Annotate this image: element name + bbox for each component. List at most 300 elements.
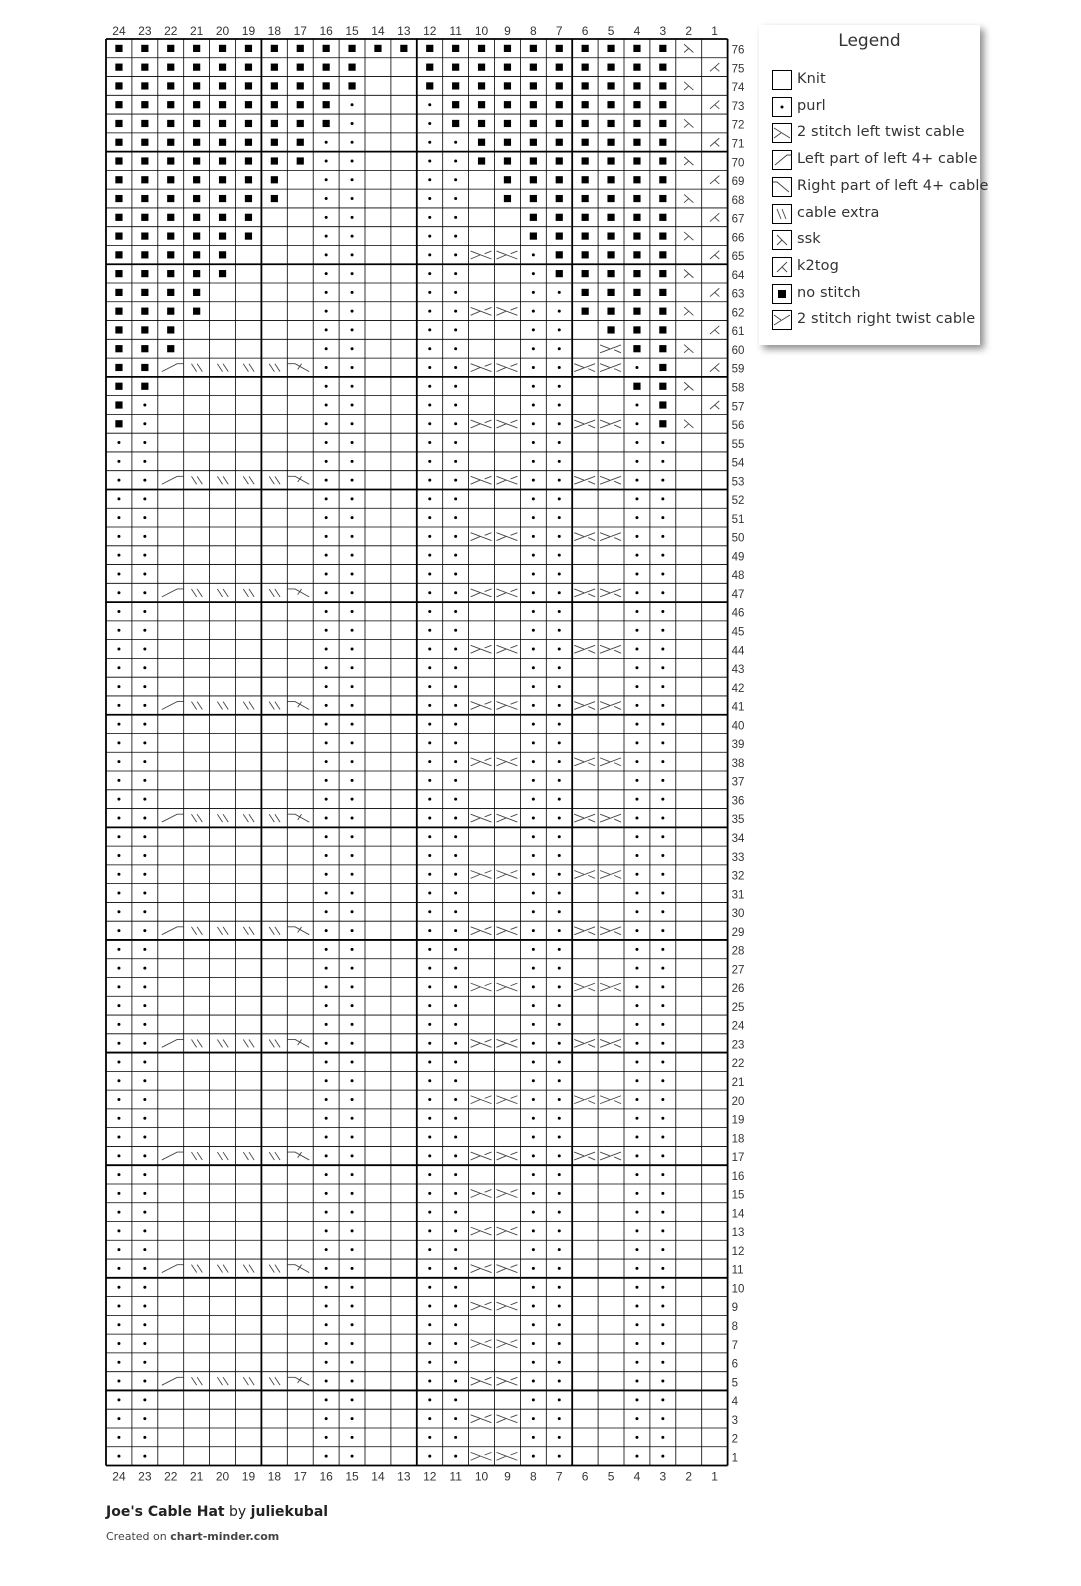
chart-cell [607,308,614,315]
purl-mark [635,404,638,407]
cable-extra-mark [197,1377,202,1385]
chart-cell [454,197,457,200]
row-label: 26 [731,983,745,996]
chart-cell [558,892,561,895]
chart-cell [219,270,226,277]
chart-cell [454,422,457,425]
chart-cell [556,232,563,239]
no-stitch-mark [193,139,200,146]
no-stitch-mark [633,120,640,127]
chart-cell [428,648,431,651]
row-label: 23 [731,1039,745,1052]
chart-cell [117,723,120,726]
purl-mark [558,1361,561,1364]
chart-cell [582,176,589,183]
left4-left-mark [162,1039,184,1047]
chart-cell [325,910,328,913]
no-stitch-mark [633,82,640,89]
chart-cell [217,476,228,484]
no-stitch-mark [530,157,537,164]
row-label: 60 [731,344,745,357]
purl-mark [428,1060,431,1063]
chart-cell [193,289,200,296]
purl-mark [117,816,120,819]
chart-cell [454,910,457,913]
no-stitch-mark [478,120,485,127]
chart-cell [428,216,431,219]
chart-cell [532,328,535,331]
ssk-mark-tick [684,274,689,278]
column-label-top: 5 [607,24,615,38]
purl-mark [454,1136,457,1139]
chart-cell [325,1173,328,1176]
purl-mark [325,610,328,613]
chart-cell [659,101,666,108]
chart-cell [454,1455,457,1458]
purl-mark [635,648,638,651]
chart-cell [600,476,621,484]
chart-cell [325,1304,328,1307]
chart-cell [428,366,431,369]
chart-cell [661,1380,664,1383]
chart-cell [497,476,518,484]
chart-cell [115,289,122,296]
purl-mark [454,497,457,500]
chart-cell [558,347,561,350]
chart-cell [635,572,638,575]
right-twist-mark-under2 [588,650,595,653]
chart-cell [574,814,595,822]
right-twist-mark-under2 [588,706,595,709]
purl-mark [454,1229,457,1232]
chart-cell [351,910,354,913]
cable-extra-mark [217,927,222,935]
no-stitch-mark [245,195,252,202]
column-label-top: 10 [474,24,489,38]
no-stitch-mark [607,232,614,239]
chart-cell [325,1136,328,1139]
purl-mark [532,1398,535,1401]
purl-mark [454,347,457,350]
purl-mark [558,347,561,350]
chart-cell [191,1152,202,1160]
right-twist-mark-under2 [588,538,595,541]
purl-mark [143,1098,146,1101]
chart-cell [243,814,254,822]
no-stitch-mark [115,251,122,258]
chart-cell [558,516,561,519]
chart-cell [530,64,537,71]
row-label: 54 [731,457,745,470]
purl-mark [117,1267,120,1270]
chart-cell [117,1323,120,1326]
chart-cell [661,985,664,988]
purl-mark [325,591,328,594]
purl-mark [325,1173,328,1176]
right-twist-mark-under [600,1096,610,1100]
chart-cell [633,345,640,352]
purl-mark [661,629,664,632]
chart-cell [471,814,492,822]
no-stitch-mark [659,232,666,239]
chart-cell [659,420,666,427]
left-twist-mark-under [471,255,481,259]
no-stitch-mark [607,120,614,127]
purl-mark [635,985,638,988]
purl-mark [143,1267,146,1270]
cable-extra-mark [249,1152,254,1160]
purl-mark [558,1211,561,1214]
chart-cell [428,892,431,895]
chart-cell [428,816,431,819]
chart-cell [191,589,202,597]
purl-mark [532,1154,535,1157]
chart-cell [558,1136,561,1139]
purl-mark [143,704,146,707]
purl-mark [454,1342,457,1345]
right-twist-mark-under [600,364,610,368]
chart-cell [661,1455,664,1458]
purl-mark [351,816,354,819]
chart-cell [558,460,561,463]
no-stitch-square [778,290,786,298]
chart-cell [532,1079,535,1082]
chart-cell [351,1098,354,1101]
no-stitch-mark [245,45,252,52]
left-twist-mark-under [471,1268,481,1272]
chart-cell [245,120,252,127]
chart-cell [659,401,666,408]
chart-cell [351,1455,354,1458]
chart-cell [191,1377,202,1385]
chart-cell [141,289,148,296]
no-stitch-mark [297,45,304,52]
purl-mark [558,460,561,463]
purl-mark [325,216,328,219]
column-label-top: 6 [581,24,589,38]
purl-mark [143,892,146,895]
chart-cell [635,554,638,557]
chart-cell [325,798,328,801]
purl-mark [325,535,328,538]
chart-cell [325,178,328,181]
chart-cell [325,516,328,519]
chart-cell [600,345,621,353]
chart-cell [117,629,120,632]
chart-cell [661,929,664,932]
purl-mark [532,272,535,275]
row-label: 34 [731,832,745,845]
cable-extra-mark [249,1377,254,1385]
no-stitch-mark [141,176,148,183]
purl-mark [454,704,457,707]
left-twist-mark-under2 [511,251,518,254]
purl-mark [532,948,535,951]
column-label-top: 21 [189,24,204,38]
legend-panel [759,25,989,345]
cable-extra-mark [223,476,228,484]
column-label-top: 12 [423,24,437,38]
purl-mark [351,479,354,482]
chart-cell [454,516,457,519]
chart-cell [143,1361,146,1364]
purl-mark [532,985,535,988]
chart-cell [269,702,280,710]
chart-cell [143,1079,146,1082]
left-twist-mark-under2 [511,420,518,423]
chart-cell [167,120,174,127]
chart-cell [684,345,693,353]
chart-cell [532,1286,535,1289]
purl-mark [143,1079,146,1082]
left4-left-mark [162,1265,184,1273]
purl-mark [635,1304,638,1307]
purl-mark [117,1248,120,1251]
chart-cell [351,178,354,181]
left4-right-mark [287,1377,309,1385]
chart-cell [454,704,457,707]
chart-cell [117,1060,120,1063]
purl-mark [117,1436,120,1439]
right-twist-mark-under2 [614,875,621,878]
no-stitch-mark [582,64,589,71]
chart-cell [454,272,457,275]
chart-cell [454,497,457,500]
left-twist-mark-under2 [511,364,518,367]
purl-mark [117,1286,120,1289]
purl-mark [325,291,328,294]
chart-cell [454,610,457,613]
column-label-bottom: 5 [607,1469,615,1484]
purl-mark [428,291,431,294]
chart-cell [287,814,309,822]
chart-cell [454,1380,457,1383]
chart-cell [661,1098,664,1101]
chart-cell [193,139,200,146]
chart-cell [162,702,184,710]
no-stitch-mark [297,101,304,108]
column-label-top: 22 [164,24,178,38]
chart-cell [635,1229,638,1232]
column-label-top: 16 [319,24,333,38]
left-twist-mark-under [471,311,481,315]
purl-mark [661,892,664,895]
right-twist-mark-under [574,533,584,537]
purl-mark [532,497,535,500]
cable-extra-mark [197,1152,202,1160]
chart-cell [454,1342,457,1345]
chart-cell [428,197,431,200]
purl-mark [325,760,328,763]
chart-cell [117,704,120,707]
ssk-mark-tick [684,199,689,203]
purl-mark [454,1117,457,1120]
purl-mark [661,666,664,669]
chart-cell [351,328,354,331]
cable-extra-mark [249,476,254,484]
left-twist-mark-under [497,1193,507,1197]
chart-cell [558,910,561,913]
purl-mark [325,385,328,388]
left-twist-mark-under2 [511,1096,518,1099]
right-twist-mark-under2 [588,988,595,991]
no-stitch-mark [141,64,148,71]
chart-cell [454,366,457,369]
purl-mark [558,1323,561,1326]
row-label: 27 [731,964,745,977]
column-label-bottom: 11 [449,1469,462,1484]
chart-cell [558,985,561,988]
purl-mark [454,253,457,256]
k2tog-mark-tick [715,405,720,409]
purl-mark [325,1304,328,1307]
no-stitch-mark [633,289,640,296]
chart-cell [454,892,457,895]
no-stitch-mark [219,157,226,164]
left-twist-mark-under2 [485,758,492,761]
chart-cell [532,1380,535,1383]
chart-cell [532,572,535,575]
left-twist-mark-under [497,1381,507,1385]
chart-cell [582,195,589,202]
chart-cell [659,45,666,52]
chart-cell [287,476,309,484]
purl-mark [558,1248,561,1251]
cable-extra-mark [275,1265,280,1273]
left-twist-mark-under2 [511,1227,518,1230]
left-twist-mark-under2 [485,251,492,254]
purl-mark [532,1286,535,1289]
purl-mark [558,422,561,425]
chart-cell [661,1248,664,1251]
no-stitch-mark [607,157,614,164]
purl-mark [428,798,431,801]
left-twist-mark-under [497,931,507,935]
no-stitch-mark [659,308,666,315]
purl-mark [351,554,354,557]
row-label: 39 [731,739,745,752]
chart-cell [454,1004,457,1007]
no-stitch-mark [348,64,355,71]
purl-mark [558,1042,561,1045]
chart-cell [143,1436,146,1439]
chart-cell [325,610,328,613]
purl-mark [454,422,457,425]
chart-cell [245,232,252,239]
purl-mark [351,854,354,857]
chart-cell [633,139,640,146]
chart-cell [143,985,146,988]
no-stitch-mark [426,45,433,52]
legend-label: Knit [797,71,826,87]
chart-cell [269,589,280,597]
chart-cell [143,479,146,482]
chart-cell [143,516,146,519]
chart-cell [532,779,535,782]
chart-cell [325,1098,328,1101]
chart-cell [556,120,563,127]
chart-cell [167,176,174,183]
purl-mark [428,479,431,482]
no-stitch-mark [633,383,640,390]
purl-mark [428,629,431,632]
chart-cell [454,629,457,632]
no-stitch-mark [323,45,330,52]
chart-cell [558,1004,561,1007]
no-stitch-mark [219,101,226,108]
no-stitch-mark [556,157,563,164]
chart-cell [351,572,354,575]
chart-cell [530,195,537,202]
purl-mark [428,1361,431,1364]
chart-cell [661,741,664,744]
chart-cell [558,1042,561,1045]
purl-mark [428,873,431,876]
chart-cell [582,308,589,315]
chart-cell [558,1154,561,1157]
purl-mark [351,704,354,707]
purl-mark [351,779,354,782]
no-stitch-mark [556,176,563,183]
left-twist-mark-under [471,874,481,878]
purl-mark [143,760,146,763]
right-twist-mark-under2 [614,1157,621,1160]
purl-mark [428,404,431,407]
row-label: 33 [731,851,745,864]
chart-cell [497,927,518,935]
chart-cell [635,629,638,632]
column-label-top: 3 [659,24,667,38]
purl-mark [532,1323,535,1326]
purl-mark [454,1023,457,1026]
created-site-link[interactable]: chart-minder.com [170,1530,280,1543]
purl-mark [351,216,354,219]
purl-mark [325,347,328,350]
chart-cell [351,1154,354,1157]
chart-cell [428,1004,431,1007]
chart-cell [497,251,518,259]
chart-cell [351,741,354,744]
chart-cell [661,1436,664,1439]
purl-mark [428,347,431,350]
purl-mark [351,103,354,106]
chart-cell [454,1042,457,1045]
purl-mark [635,798,638,801]
row-label: 12 [731,1245,745,1258]
chart-cell [428,253,431,256]
chart-cell [635,666,638,669]
column-label-bottom: 22 [164,1469,178,1484]
no-stitch-mark [607,308,614,315]
chart-cell [497,1377,518,1385]
purl-mark [661,873,664,876]
purl-mark [428,1211,431,1214]
purl-mark [428,1229,431,1232]
purl-mark [351,798,354,801]
purl-mark [351,892,354,895]
chart-cell [117,535,120,538]
no-stitch-mark [530,139,537,146]
chart-cell [217,927,228,935]
chart-cell [428,967,431,970]
purl-mark [351,516,354,519]
column-label-bottom: 20 [215,1469,230,1484]
purl-mark [635,1023,638,1026]
purl-mark [117,1398,120,1401]
cable-extra-mark [275,814,280,822]
left-twist-mark-under2 [485,1302,492,1305]
chart-cell [269,1377,280,1385]
